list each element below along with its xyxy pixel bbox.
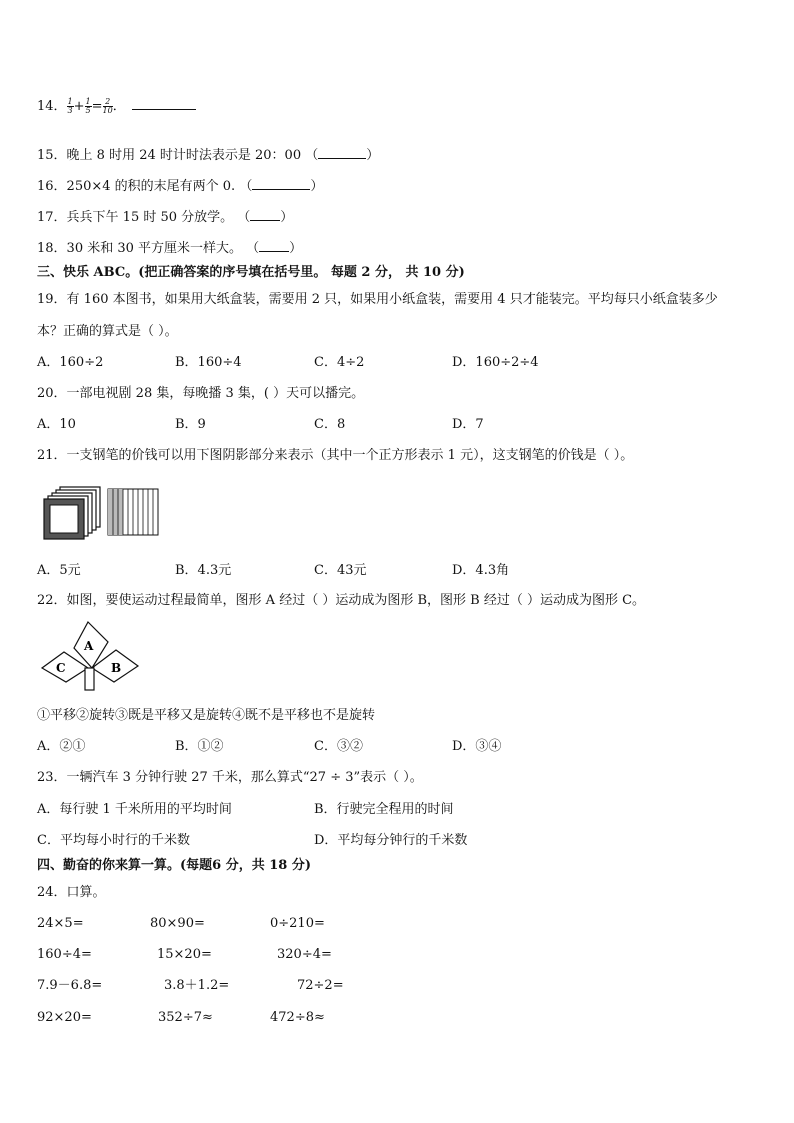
calc-item: 320÷4= bbox=[277, 947, 332, 962]
fraction: $\frac{1}{3}$ bbox=[67, 97, 73, 115]
calc-item: 24×5= bbox=[37, 916, 84, 931]
label-b: B bbox=[111, 661, 122, 675]
option-b[interactable]: B．①② bbox=[175, 739, 224, 754]
question-24-title: 24．口算。 bbox=[37, 885, 106, 900]
fraction: $\frac{1}{5}$ bbox=[85, 97, 91, 115]
question-23: 23．一辆汽车 3 分钟行驶 27 千米，那么算式“27 ÷ 3”表示（ ）。 bbox=[37, 770, 423, 785]
answer-blank[interactable] bbox=[250, 208, 280, 221]
question-21: 21．一支钢笔的价钱可以用下图阴影部分来表示（其中一个正方形表示 1 元），这支钢笔的价钱是（ ）。 bbox=[37, 448, 634, 463]
question-22: 22．如图，要使运动过程最简单，图形 A 经过（ ）运动成为图形 B，图形 B 经过（ ）运动成为图形 C。 bbox=[37, 593, 646, 608]
calc-item: 72÷2= bbox=[297, 978, 344, 993]
rotation-figure bbox=[40, 620, 142, 692]
question-14: 14． $\frac{1}{3}$ + $\frac{1}{5}$ = $\frac{2}{10}$ ． bbox=[37, 97, 196, 116]
answer-blank[interactable] bbox=[132, 97, 196, 110]
option-c[interactable]: C．③② bbox=[314, 739, 363, 754]
question-19-line-2: 本？正确的算式是（ ）。 bbox=[37, 324, 178, 339]
question-15: 15．晚上 8 时用 24 时计时法表示是 20：00 （ ） bbox=[37, 148, 380, 163]
calc-item: 80×90= bbox=[150, 916, 205, 931]
question-19-line-1: 19．有 160 本图书，如果用大纸盒装，需要用 2 只，如果用小纸盒装，需要用 4 只才能装完。平均每只小纸盒装多少 bbox=[37, 292, 718, 307]
base-rect bbox=[85, 668, 94, 690]
calc-item: 472÷8≈ bbox=[270, 1010, 325, 1025]
money-squares-figure bbox=[42, 485, 166, 543]
option-a[interactable]: A．每行驶 1 千米所用的平均时间 bbox=[37, 802, 232, 817]
question-16: 16．250×4 的积的末尾有两个 0. （ ） bbox=[37, 179, 324, 194]
question-18: 18．30 米和 30 平方厘米一样大。 （ ） bbox=[37, 241, 303, 256]
option-d[interactable]: D．7 bbox=[452, 417, 484, 432]
calc-item: 15×20= bbox=[157, 947, 212, 962]
section-4-heading: 四、勤奋的你来算一算。(每题6 分，共 18 分) bbox=[37, 858, 312, 873]
label-a: A bbox=[84, 639, 94, 653]
question-17: 17．兵兵下午 15 时 50 分放学。 （ ） bbox=[37, 210, 294, 225]
answer-blank[interactable] bbox=[252, 177, 310, 190]
calc-item: 7.9－6.8= bbox=[37, 978, 103, 993]
option-c[interactable]: C．43元 bbox=[314, 563, 367, 578]
calc-item: 160÷4= bbox=[37, 947, 92, 962]
option-d[interactable]: D．平均每分钟行的千米数 bbox=[314, 833, 468, 848]
option-d[interactable]: D．160÷2÷4 bbox=[452, 355, 539, 370]
option-c[interactable]: C．平均每小时行的千米数 bbox=[37, 833, 190, 848]
option-a[interactable]: A．160÷2 bbox=[37, 355, 104, 370]
calc-item: 0÷210= bbox=[270, 916, 325, 931]
option-c[interactable]: C．8 bbox=[314, 417, 346, 432]
option-b[interactable]: B．160÷4 bbox=[175, 355, 242, 370]
fraction: $\frac{2}{10}$ bbox=[102, 97, 113, 115]
option-b[interactable]: B．4.3元 bbox=[175, 563, 232, 578]
calc-item: 352÷7≈ bbox=[158, 1010, 213, 1025]
option-a[interactable]: A．10 bbox=[37, 417, 76, 432]
question-20: 20．一部电视剧 28 集，每晚播 3 集，( ）天可以播完。 bbox=[37, 386, 365, 401]
calc-item: 92×20= bbox=[37, 1010, 92, 1025]
option-c[interactable]: C．4÷2 bbox=[314, 355, 365, 370]
answer-blank[interactable] bbox=[318, 146, 366, 159]
option-b[interactable]: B．行驶完全程用的时间 bbox=[314, 802, 454, 817]
tenths-strip bbox=[108, 489, 158, 535]
stacked-squares bbox=[44, 487, 100, 539]
option-a[interactable]: A．②① bbox=[37, 739, 86, 754]
option-b[interactable]: B．9 bbox=[175, 417, 206, 432]
calc-item: 3.8＋1.2= bbox=[164, 978, 230, 993]
answer-blank[interactable] bbox=[259, 239, 289, 252]
label-c: C bbox=[56, 661, 66, 675]
question-22-choices: ①平移②旋转③既是平移又是旋转④既不是平移也不是旋转 bbox=[37, 708, 376, 723]
option-a[interactable]: A．5元 bbox=[37, 563, 81, 578]
option-d[interactable]: D．③④ bbox=[452, 739, 502, 754]
option-d[interactable]: D．4.3角 bbox=[452, 563, 510, 578]
section-3-heading: 三、快乐 ABC。(把正确答案的序号填在括号里。 每题 2 分， 共 10 分) bbox=[37, 265, 465, 280]
